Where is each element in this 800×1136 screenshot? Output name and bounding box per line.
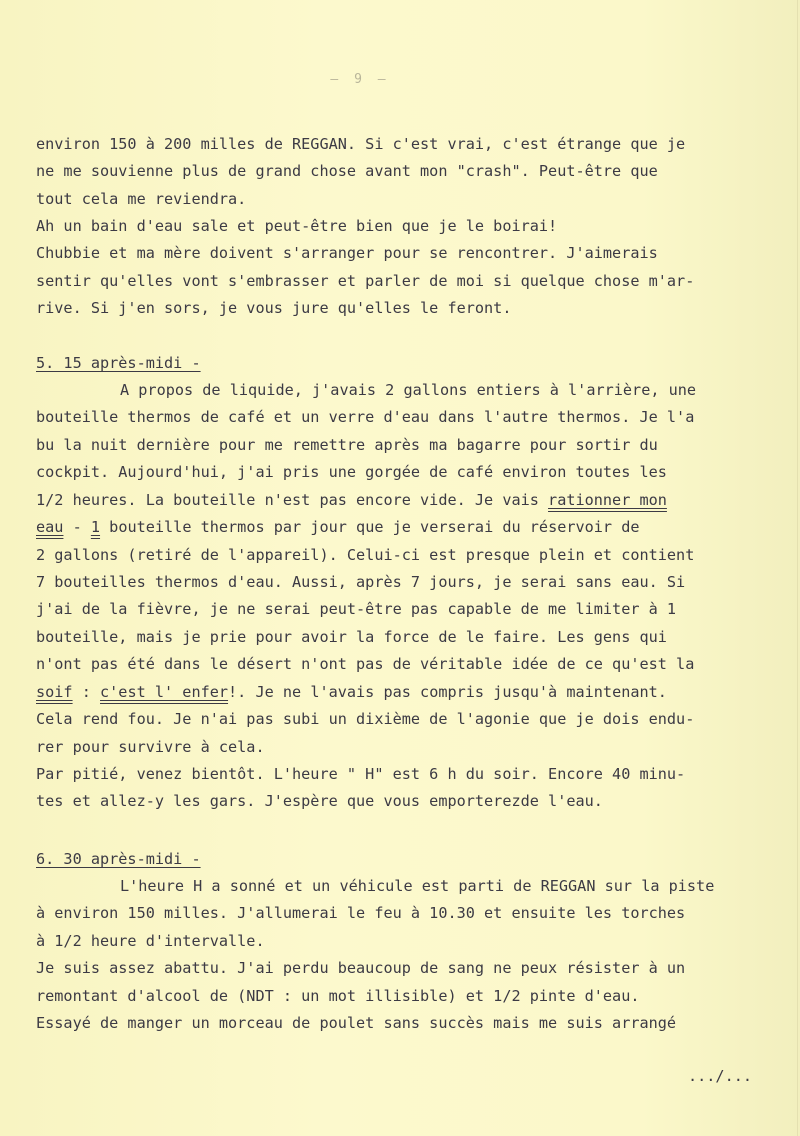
text-line: A propos de liquide, j'avais 2 gallons entiers à l'arrière, une xyxy=(120,381,697,399)
text-line: environ 150 à 200 milles de REGGAN. Si c'est vrai, c'est étrange que je xyxy=(36,135,686,153)
text-line: j'ai de la fièvre, je ne serai peut-être pas capable de me limiter à 1 xyxy=(36,600,677,618)
text-line: 7 bouteilles thermos d'eau. Aussi, après 7 jours, je serai sans eau. Si xyxy=(36,573,686,591)
text-line: 2 gallons (retiré de l'appareil). Celui-ci est presque plein et contient xyxy=(36,546,695,564)
text-segment: !. Je ne l'avais pas compris jusqu'à maintenant. xyxy=(228,683,667,701)
text-line: rer pour survivre à cela. xyxy=(36,738,265,756)
text-line: sentir qu'elles vont s'embrasser et parler de moi si quelque chose m'ar- xyxy=(36,272,695,290)
text-line: à environ 150 milles. J'allumerai le feu à 10.30 et ensuite les torches xyxy=(36,904,686,922)
text-line: Essayé de manger un morceau de poulet sans succès mais me suis arrangé xyxy=(36,1014,677,1032)
page-number: — 9 — xyxy=(330,72,390,87)
text-line: rive. Si j'en sors, je vous jure qu'elles le feront. xyxy=(36,299,512,317)
text-segment: bouteille thermos par jour que je verserai du réservoir de xyxy=(100,518,640,536)
text-line xyxy=(36,682,667,702)
underlined-text: rationner mon xyxy=(548,491,667,509)
text-line xyxy=(36,490,667,510)
underlined-text: 1 xyxy=(90,518,101,536)
text-line: bouteille, mais je prie pour avoir la force de le faire. Les gens qui xyxy=(36,628,667,646)
text-line: bouteille thermos de café et un verre d'eau dans l'autre thermos. Je l'a xyxy=(36,408,695,426)
text-line: Ah un bain d'eau sale et peut-être bien que je le boirai! xyxy=(36,217,558,235)
text-line: tes et allez-y les gars. J'espère que vous emporterezde l'eau. xyxy=(36,792,603,810)
text-line: cockpit. Aujourd'hui, j'ai pris une gorgée de café environ toutes les xyxy=(36,463,667,481)
text-line: bu la nuit dernière pour me remettre après ma bagarre pour sortir du xyxy=(36,436,658,454)
text-line: à 1/2 heure d'intervalle. xyxy=(36,932,265,950)
text-line: n'ont pas été dans le désert n'ont pas de véritable idée de ce qu'est la xyxy=(36,655,695,673)
text-line: Par pitié, venez bientôt. L'heure " H" est 6 h du soir. Encore 40 minu- xyxy=(36,765,686,783)
text-line: ne me souvienne plus de grand chose avant mon "crash". Peut-être que xyxy=(36,162,658,180)
underlined-text: soif xyxy=(36,683,73,701)
text-line: Chubbie et ma mère doivent s'arranger pour se rencontrer. J'aimerais xyxy=(36,244,658,262)
section-heading: 5. 15 après-midi - xyxy=(36,354,201,372)
text-segment: : xyxy=(72,683,101,701)
continuation-mark: .../... xyxy=(688,1067,753,1085)
text-segment: - xyxy=(63,518,91,536)
section-heading: 6. 30 après-midi - xyxy=(36,850,201,868)
text-line: Cela rend fou. Je n'ai pas subi un dixième de l'agonie que je dois endu- xyxy=(36,710,695,728)
text-line: remontant d'alcool de (NDT : un mot illisible) et 1/2 pinte d'eau. xyxy=(36,987,640,1005)
text-line: tout cela me reviendra. xyxy=(36,190,247,208)
underlined-text: c'est l' enfer xyxy=(100,683,229,701)
underlined-text: eau xyxy=(36,518,64,536)
text-segment: 1/2 heures. La bouteille n'est pas encore vide. Je vais xyxy=(36,491,549,509)
text-line: Je suis assez abattu. J'ai perdu beaucoup de sang ne peux résister à un xyxy=(36,959,686,977)
page-edge xyxy=(797,0,798,1136)
text-line: L'heure H a sonné et un véhicule est parti de REGGAN sur la piste xyxy=(120,877,715,895)
text-line xyxy=(36,517,640,537)
